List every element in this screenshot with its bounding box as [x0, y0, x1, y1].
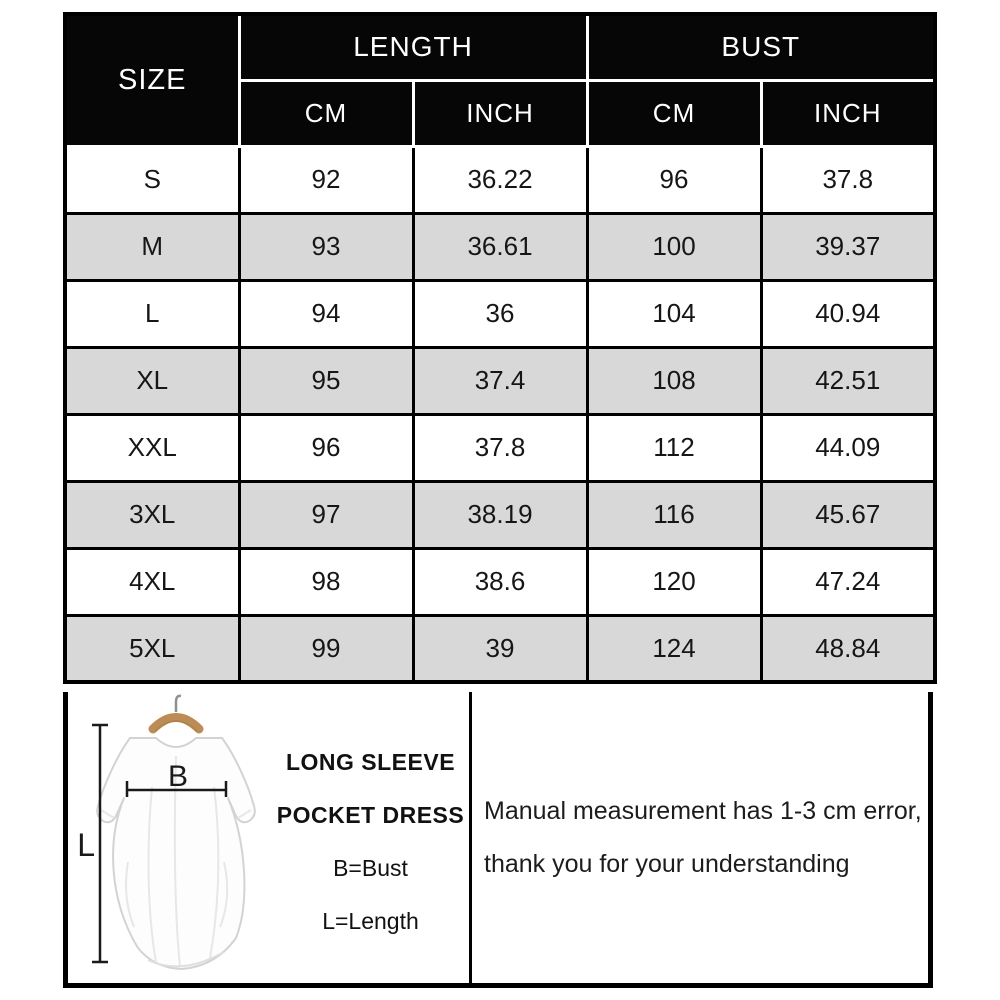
hanger-hook-icon — [176, 696, 181, 712]
measurement-note-cell — [472, 692, 928, 983]
bust-label: B — [167, 760, 189, 793]
dress-diagram-cell — [68, 692, 472, 983]
bust-cm-value: 108 — [587, 347, 761, 414]
header-bust-cm: CM — [587, 80, 761, 146]
product-description — [276, 736, 465, 948]
length-inch-value: 38.19 — [413, 481, 587, 548]
bust-cm-value: 96 — [587, 146, 761, 213]
table-row — [65, 481, 935, 548]
header-length-cm: CM — [239, 80, 413, 146]
size-label: XL — [65, 347, 239, 414]
size-label: 4XL — [65, 548, 239, 615]
length-cm-value: 93 — [239, 213, 413, 280]
header-bust-inch: INCH — [761, 80, 935, 146]
size-label: S — [65, 146, 239, 213]
length-inch-value: 39 — [413, 615, 587, 682]
info-panel — [63, 692, 933, 988]
size-label: 5XL — [65, 615, 239, 682]
table-row — [65, 615, 935, 682]
bust-cm-value: 112 — [587, 414, 761, 481]
header-length: LENGTH — [239, 14, 587, 80]
length-label: L — [77, 827, 95, 863]
table-row — [65, 414, 935, 481]
bust-cm-value: 120 — [587, 548, 761, 615]
table-row — [65, 548, 935, 615]
bust-cm-value: 100 — [587, 213, 761, 280]
bust-inch-value: 42.51 — [761, 347, 935, 414]
length-cm-value: 95 — [239, 347, 413, 414]
length-inch-value: 36 — [413, 280, 587, 347]
header-bust: BUST — [587, 14, 935, 80]
size-label: M — [65, 213, 239, 280]
legend-length: L=Length — [322, 908, 419, 934]
bust-cm-value: 104 — [587, 280, 761, 347]
note-line2: thank you for your understanding — [484, 849, 850, 878]
header-length-inch: INCH — [413, 80, 587, 146]
bust-inch-value: 44.09 — [761, 414, 935, 481]
size-label: L — [65, 280, 239, 347]
bust-inch-value: 45.67 — [761, 481, 935, 548]
table-row — [65, 347, 935, 414]
size-label: 3XL — [65, 481, 239, 548]
table-row — [65, 146, 935, 213]
length-inch-value: 36.61 — [413, 213, 587, 280]
bust-inch-value: 40.94 — [761, 280, 935, 347]
length-inch-value: 37.4 — [413, 347, 587, 414]
size-chart-table — [63, 12, 937, 684]
bust-inch-value: 37.8 — [761, 146, 935, 213]
product-name-line2: POCKET DRESS — [276, 802, 465, 828]
table-row — [65, 213, 935, 280]
size-label: XXL — [65, 414, 239, 481]
header-size: SIZE — [65, 14, 239, 146]
length-cm-value: 99 — [239, 615, 413, 682]
header-row-groups — [65, 14, 935, 80]
length-inch-value: 37.8 — [413, 414, 587, 481]
bust-cm-value: 116 — [587, 481, 761, 548]
note-line1: Manual measurement has 1-3 cm error, — [484, 796, 922, 825]
table-row — [65, 280, 935, 347]
length-cm-value: 94 — [239, 280, 413, 347]
length-inch-value: 38.6 — [413, 548, 587, 615]
bust-inch-value: 48.84 — [761, 615, 935, 682]
length-cm-value: 97 — [239, 481, 413, 548]
bust-inch-value: 39.37 — [761, 213, 935, 280]
length-cm-value: 96 — [239, 414, 413, 481]
length-cm-value: 98 — [239, 548, 413, 615]
length-cm-value: 92 — [239, 146, 413, 213]
length-inch-value: 36.22 — [413, 146, 587, 213]
product-name-line1: LONG SLEEVE — [285, 749, 456, 775]
bust-inch-value: 47.24 — [761, 548, 935, 615]
legend-bust: B=Bust — [333, 855, 408, 881]
bust-cm-value: 124 — [587, 615, 761, 682]
